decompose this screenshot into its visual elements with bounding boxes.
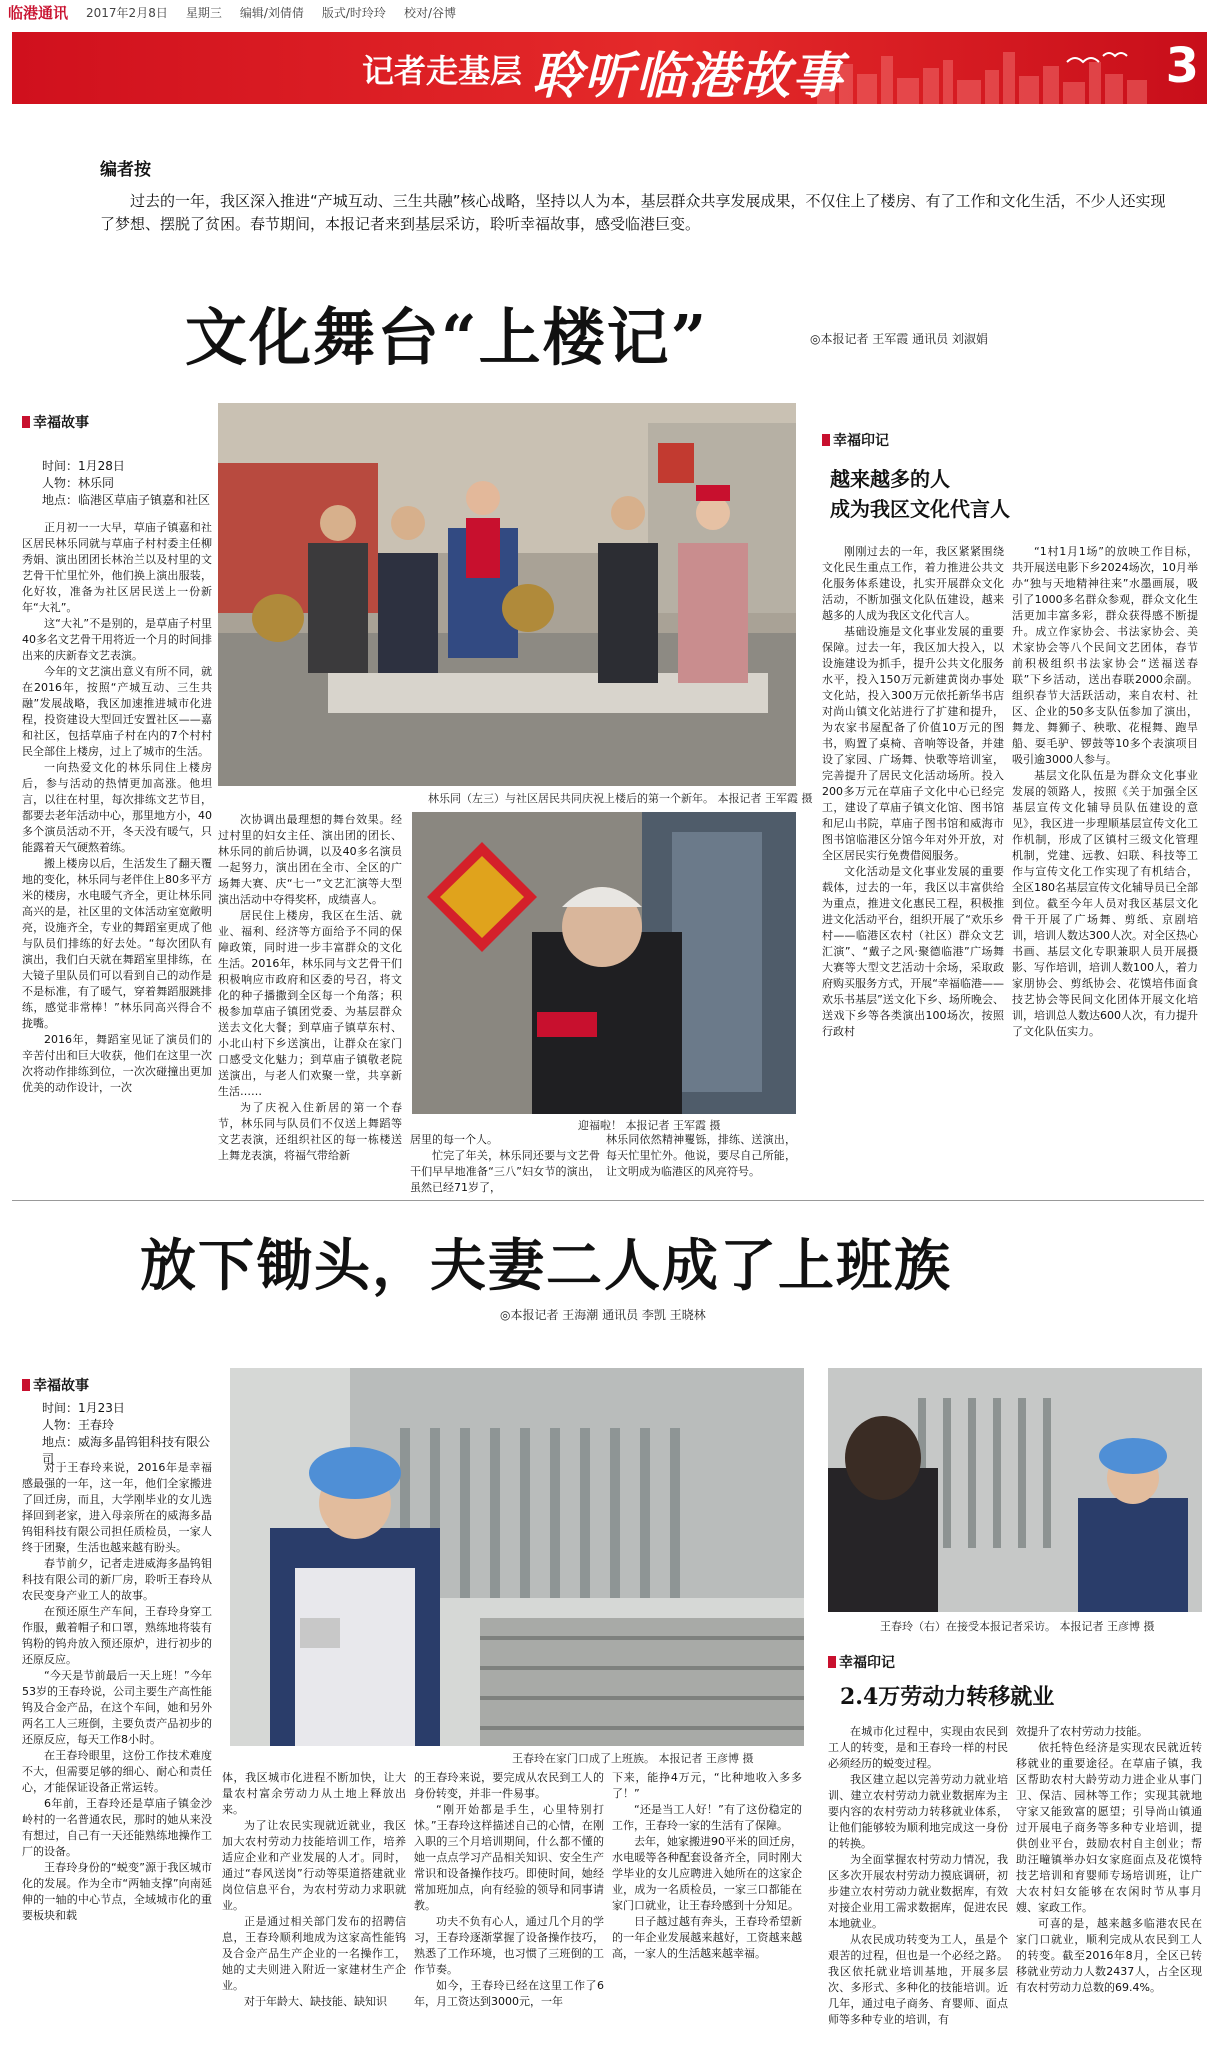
paragraph: 的王春玲来说，要完成从农民到工人的身份转变，并非一件易事。 xyxy=(414,1771,604,1800)
story1-side-section-label: 幸福印记 xyxy=(833,433,889,449)
masthead-bar xyxy=(8,0,1208,24)
story2-side-column-1 xyxy=(828,1724,1008,2046)
paragraph: 搬上楼房以后，生活发生了翻天覆地的变化，林乐同与老伴住上80多平方米的楼房，水电暖气齐全，更让林乐同高兴的是，社区里的文体活动室宽敞明亮，设施齐全，专业的舞蹈室更成了他与队员们排练的好去处。“每次团队有演出，我们白天就在舞蹈室里排练，在大镜子里队员们可以看到自己的动作是不是标准，有了暖气，穿着舞蹈服跳排练，感觉非常棒！”林乐同高兴得合不拢嘴。 xyxy=(22,857,212,1030)
proof-credit: 校对/谷博 xyxy=(403,5,456,20)
paragraph: 在预还原生产车间，王春玲身穿工作服，戴着帽子和口罩，熟练地将装有钨粉的钨舟放入预还原炉，进行初步的还原反应。 xyxy=(22,1605,212,1666)
paragraph: 在王春玲眼里，这份工作技术难度不大，但需要足够的细心、耐心和责任心，才能保证设备正常运转。 xyxy=(22,1749,212,1794)
section-marker-icon xyxy=(822,434,830,446)
story1-headline: 文化舞台“上楼记” xyxy=(185,301,709,374)
story1-side-column-2 xyxy=(1012,544,1198,1184)
story2-headline: 放下锄头，夫妻二人成了上班族 xyxy=(140,1233,952,1299)
story1-photo2-caption: 迎福啦！ 本报记者 王军霞 摄 xyxy=(578,1119,721,1132)
interview-photo-icon xyxy=(828,1368,1202,1612)
paragraph: 刚刚过去的一年，我区紧紧围绕文化民生重点工作，着力推进公共文化服务体系建设，扎实开展群众文化活动，不断加强文化队伍建设，越来越多的人成为我区文化代言人。 xyxy=(822,545,1004,622)
paragraph: 春节前夕，记者走进威海多晶钨钼科技有限公司的新厂房，聆听王春玲从农民变身产业工人的故事。 xyxy=(22,1557,212,1602)
story2-column-2 xyxy=(222,1770,406,2040)
paragraph: 6年前，王春玲还是草庙子镇金沙岭村的一名普通农民，那时的她从来没有想过，自己有一天还能熟练地操作工厂的设备。 xyxy=(22,1797,212,1858)
story1-side-title: 越来越多的人 成为我区文化代言人 xyxy=(830,467,1010,521)
banner-column-title: 记者走基层 xyxy=(362,52,523,90)
paragraph: 功夫不负有心人，通过几个月的学习，王春玲逐渐掌握了设备操作技巧，熟悉了工作环境，也习惯了三班倒的工作节奏。 xyxy=(414,1915,604,1976)
paragraph: 居民住上楼房，我区在生活、就业、福利、经济等方面给予不同的保障政策，同时进一步丰富群众的文化生活。2016年，林乐同与文艺骨干们积极响应市政府和区委的号召，将文化的种子播撒到全区每一个角落；积极参加草庙子镇团党委、为基层群众送去文化大餐；到草庙子镇草东村、小北山村下乡送演出，让群众在家门口感受文化魅力；到草庙子镇敬老院送演出，与老人们欢聚一堂，共享新生活…… xyxy=(218,909,402,1098)
story2-photo1-caption: 王春玲在家门口成了上班族。 本报记者 王彦博 摄 xyxy=(512,1752,754,1765)
editor-note-tag: 编者按 xyxy=(100,160,151,180)
story2-column-1 xyxy=(22,1460,212,2040)
story1-time: 时间：1月28日 xyxy=(42,459,125,473)
story2-place: 地点：威海多晶钨钼科技有限公司 xyxy=(42,1435,211,1466)
story1-column-1 xyxy=(22,520,212,1175)
story2-column-4 xyxy=(612,1770,802,2040)
story2-section-label: 幸福故事 xyxy=(33,1378,89,1394)
paragraph: 为全面掌握农村劳动力情况，我区多次开展农村劳动力摸底调研，初步建立农村劳动力就业数据库，有效对接企业用工需求数据库，促进农民本地就业。 xyxy=(828,1853,1008,1930)
issue-date: 2017年2月8日 xyxy=(86,5,168,20)
story2-photo-worker xyxy=(230,1368,804,1746)
paragraph: 如今，王春玲已经在这里工作了6年，月工资达到3000元，一年 xyxy=(414,1979,604,2008)
paragraph: “今天是节前最后一天上班！”今年53岁的王春玲说，公司主要生产高性能钨及合金产品，在这个车间，她和另外两名工人三班倒，主要负责产品初步的还原反应，每天工作8小时。 xyxy=(22,1669,212,1746)
city-skyline-decoration xyxy=(817,50,1147,104)
story1-byline: ◎本报记者 王军霞 通讯员 刘淑娟 xyxy=(810,332,988,346)
paragraph: 日子越过越有奔头，王春玲希望新的一年企业发展越来越好，工资越来越高，一家人的生活越来越幸福。 xyxy=(612,1915,802,1960)
paragraph: 林乐同依然精神矍铄，排练、送演出，每天忙里忙外。他说，要尽自己所能，让文明成为临港区的风亮符号。 xyxy=(606,1133,796,1178)
section-banner xyxy=(12,32,1207,104)
paragraph: 对于王春玲来说，2016年是幸福感最强的一年，这一年，他们全家搬进了回迁房，而且，大学刚毕业的女儿选择回到老家，进入母亲所在的威海多晶钨钼科技有限公司担任质检员，一家人终于团聚，生活也越来越有盼头。 xyxy=(22,1461,212,1554)
editor-note xyxy=(100,155,1180,236)
paragraph: 可喜的是，越来越多临港农民在家门口就业，顺利完成从农民到工人的转变。截至2016年8月，全区已转移就业劳动力人数2437人，占全区现有农村劳动力总数的69.4%。 xyxy=(1016,1917,1202,1994)
story2-column-3 xyxy=(414,1770,604,2040)
story2-person: 人物：王春玲 xyxy=(42,1418,115,1432)
paragraph: 为了让农民实现就近就业，我区加大农村劳动力技能培训工作，培养适应企业和产业发展的人才。同时，通过“春风送岗”行动等渠道搭建就业岗位信息平台，为农村劳动力求职就业。 xyxy=(222,1819,406,1912)
section-divider xyxy=(12,1200,1204,1201)
paragraph: 下来，能挣4万元，“比种地收入多多了！” xyxy=(612,1771,802,1800)
paragraph: 基础设施是文化事业发展的重要保障。过去一年，我区加大投入，以设施建设为抓手，提升公共文化服务水平，投入150万元新建黄岗办事处文化站，投入300万元依托新华书店对尚山镇文化站进行了扩建和提升，为农家书屋配备了价值10万元的图书，购置了桌椅、音响等设备，并建设了家园、广场舞、快歌等培训室，完善提升了居民文化活动场所。投入200多万元在草庙子文化中心已经完工，建设了草庙子镇文化馆、图书馆和尼山书院，草庙子图书馆和威海市图书馆临港区分馆今年对外开放，对全区居民实行免费借阅服务。 xyxy=(822,625,1004,862)
story1-meta xyxy=(42,458,210,509)
story1-person: 人物：林乐同 xyxy=(42,476,115,490)
paragraph: 居里的每一个人。 xyxy=(410,1133,498,1146)
paragraph: 在城市化过程中，实现由农民到工人的转变，是和王春玲一样的村民必须经历的蜕变过程。 xyxy=(828,1725,1008,1770)
editor-credit: 编辑/刘倩倩 xyxy=(239,5,304,20)
section-marker-icon xyxy=(22,416,30,428)
layout-credit: 版式/时玲玲 xyxy=(321,5,386,20)
page-number: 3 xyxy=(1165,38,1199,94)
paragraph: 对于年龄大、缺技能、缺知识 xyxy=(244,1995,387,2008)
paragraph: 这“大礼”不是别的，是草庙子村里40多名文艺骨干用将近一个月的时间排出来的庆新春文艺表演。 xyxy=(22,617,212,662)
paragraph: 依托特色经济是实现农民就近转移就业的重要途径。在草庙子镇，我区帮助农村大龄劳动力进企业从事门卫、保洁、园林等工作；实现其就地守家又能致富的愿望；引导尚山镇通过开展电子商务等多种专业培训，提供创业平台，鼓励农村自主创业；帮助汪疃镇举办妇女家庭面点及花馍特技艺培训和育婴师专场培训班，让广大农村妇女能够在农闲时节从事月嫂、家政工作。 xyxy=(1016,1741,1202,1914)
paragraph: “刚开始都是手生，心里特别打怵。”王春玲这样描述自己的心情，在刚入职的三个月培训期间，什么都不懂的她一点点学习产品相关知识、安全生产常识和设备操作技巧。即使时间，她经常加班加点，向有经验的领导和同事请教。 xyxy=(414,1803,604,1912)
paper-logo: 临港通讯 xyxy=(8,3,69,22)
story1-side-column-1 xyxy=(822,544,1004,1184)
story2-side-section-label: 幸福印记 xyxy=(839,1655,895,1671)
story1-photo-fu-character xyxy=(412,812,796,1114)
paragraph: 体，我区城市化进程不断加快，让大量农村富余劳动力从土地上释放出来。 xyxy=(222,1771,406,1816)
editor-note-text: 过去的一年，我区深入推进“产城互动、三生共融”核心战略，坚持以人为本，基层群众共享发展成果，不仅住上了楼房、有了工作和文化生活，不少人还实现了梦想、摆脱了贫困。春节期间，本报记者来到基层采访，聆听幸福故事，感受临港巨变。 xyxy=(100,192,1166,233)
story1-column-2 xyxy=(218,812,402,1178)
story1-column-4 xyxy=(606,1132,796,1182)
story1-place: 地点：临港区草庙子镇嘉和社区 xyxy=(42,493,211,507)
paragraph: 效提升了农村劳动力技能。 xyxy=(1016,1725,1148,1738)
paragraph: 王春玲身份的“蜕变”源于我区城市化的发展。作为全市“两轴支撑”向南延伸的一轴的中心节点，全域城市化的重要板块和载 xyxy=(22,1861,212,1922)
paragraph: “还是当工人好！”有了这份稳定的工作，王春玲一家的生活有了保障。 xyxy=(612,1803,802,1832)
story1-photo1-caption: 林乐同（左三）与社区居民共同庆祝上楼后的第一个新年。 本报记者 王军霞 摄 xyxy=(428,792,813,805)
paragraph: 我区建立起以完善劳动力就业培训、建立农村劳动力就业数据库为主要内容的农村劳动力转移就业体系，让他们能够较为顺利地完成这一身份的转换。 xyxy=(828,1773,1008,1850)
celebration-photo-icon xyxy=(218,403,796,786)
issue-weekday: 星期三 xyxy=(185,5,222,20)
story1-column-3 xyxy=(410,1132,600,1194)
banner-main-title: 聆听临港故事 xyxy=(532,46,844,105)
story2-photo2-caption: 王春玲（右）在接受本报记者采访。 本报记者 王彦博 摄 xyxy=(880,1620,1155,1633)
story1-photo-celebration xyxy=(218,403,796,786)
section-marker-icon xyxy=(22,1379,30,1391)
factory-photo-icon xyxy=(230,1368,804,1746)
story2-section-tag xyxy=(22,1375,89,1395)
paragraph: 基层文化队伍是为群众文化事业发展的领路人，按照《关于加强全区基层宣传文化辅导员队伍建设的意见》，我区进一步理顺基层宣传文化工作机制，形成了区镇村三级文化管理机制，党建、远教、妇联、科技等工作与宣传文化工作实现了有机结合，全区180名基层宣传文化辅导员已全部到位。截至今年人员对我区基层文化骨干开展了广场舞、剪纸、京剧培训，培训人数达300人次。对全区热心书画、基层文化专职兼职人员开展摄影、写作培训，培训人数100人，着力家朋协会、剪纸协会、花馍培伟面食技艺协会等民间文化团体开展文化培训，培训总人数达600人次，有力提升了文化队伍实力。 xyxy=(1012,769,1198,1038)
paragraph: 忙完了年关，林乐同还要与文艺骨干们早早地准备“三八”妇女节的演出，虽然已经71岁了， xyxy=(410,1149,600,1194)
story2-photo-interview xyxy=(828,1368,1202,1612)
story1-side-section-tag xyxy=(822,430,889,450)
paragraph: “1村1月1场”的放映工作目标，共开展送电影下乡2024场次，10月举办“独与天地精神往来”水墨画展，吸引了1000多名群众参观，群众文化生活更加丰富多彩，群众获得感不断提升。成立作家协会、书法家协会、美术家协会等八个民间文艺团体，春节前积极组织书法家协会“送福送春联”下乡活动，送出春联2000余副。组织春节大活跃活动，来自农村、社区、企业的50多支队伍参加了演出，舞龙、舞狮子、秧歌、花棍舞、跑旱船、耍毛驴、锣鼓等10多个表演项目吸引逾3000人参与。 xyxy=(1012,545,1198,766)
story2-time: 时间：1月23日 xyxy=(42,1401,125,1415)
paragraph: 正月初一一大早，草庙子镇嘉和社区居民林乐同就与草庙子村村委主任柳秀娟、演出团团长林治兰以及村里的文艺骨干忙里忙外，他们换上演出服装，化好妆，准备为社区居民送上一份新年“大礼”。 xyxy=(22,521,212,614)
story2-byline: ◎本报记者 王海潮 通讯员 李凯 王晓林 xyxy=(500,1308,706,1322)
story2-side-title: 2.4万劳动力转移就业 xyxy=(840,1684,1055,1710)
paragraph: 正是通过相关部门发布的招聘信息，王春玲顺利地成为这家高性能钨及合金产品生产企业的一名操作工，她的丈夫则进入附近一家建材生产企业。 xyxy=(222,1915,406,1992)
paragraph: 为了庆祝入住新居的第一个春节，林乐同与队员们不仅送上舞蹈等文艺表演，还组织社区的每一栋楼送上舞龙表演，将福气带给新 xyxy=(218,1101,402,1162)
story1-section-label: 幸福故事 xyxy=(33,415,89,431)
story2-side-column-2 xyxy=(1016,1724,1202,2046)
paragraph: 去年，她家搬进90平米的回迁房，水电暖等各种配套设备齐全，同时刚大学毕业的女儿应聘进入她所在的这家企业，成为一名质检员，一家三口都能在家门口就业，让王春玲感到十分知足。 xyxy=(612,1835,802,1912)
paragraph: 次协调出最理想的舞台效果。经过村里的妇女主任、演出团的团长、林乐同的前后协调，以及40多名演员一起努力，演出团在全市、全区的广场舞大赛、庆“七一”文艺汇演等大型演出活动中夺得奖杯，成绩喜人。 xyxy=(218,813,402,906)
paragraph: 从农民成功转变为工人，虽是个艰苦的过程，但也是一个必经之路。我区依托就业培训基地，开展多层次、多形式、多种化的技能培训。近几年，通过电子商务、育婴师、面点师等多种专业的培训，有 xyxy=(828,1933,1008,2026)
paragraph: 一向热爱文化的林乐同住上楼房后，参与活动的热情更加高涨。他坦言，以往在村里，每次排练文艺节目，都要去老年活动中心，那里地方小，40多个演员活动不开，冬天没有暖气，只能露着天气硬熬着练。 xyxy=(22,761,212,854)
paragraph: 今年的文艺演出意义有所不同，就在2016年，按照“产城互动、三生共融”发展战略，我区加速推进城市化进程，投资建设大型回迁安置社区——嘉和社区，包括草庙子村在内的7个村村民全部住上楼房，过上了城市的生活。 xyxy=(22,665,212,758)
story1-section-tag xyxy=(22,412,89,432)
story2-side-section-tag xyxy=(828,1652,895,1672)
story2-meta xyxy=(42,1400,210,1468)
paragraph: 2016年，舞蹈室见证了演员们的辛苦付出和巨大收获，他们在这里一次次将动作排练到位，一次次碰撞出更加优美的动作设计，一次 xyxy=(22,1033,212,1094)
paragraph: 文化活动是文化事业发展的重要载体，过去的一年，我区以丰富供给为重点，推进文化惠民工程，积极推进文化活动平台，组织开展了“欢乐乡村——临港区农村（社区）群众文艺汇演”、“戴子之风·聚德临港”广场舞大赛等大型文艺活动十余场，采取政府购买服务方式，开展“幸福临港——欢乐书基层”送文化下乡、场所晚会、送戏下乡等各类演出100场次，按照行政村 xyxy=(822,865,1004,1038)
section-marker-icon xyxy=(828,1656,836,1668)
fu-photo-icon xyxy=(412,812,796,1114)
